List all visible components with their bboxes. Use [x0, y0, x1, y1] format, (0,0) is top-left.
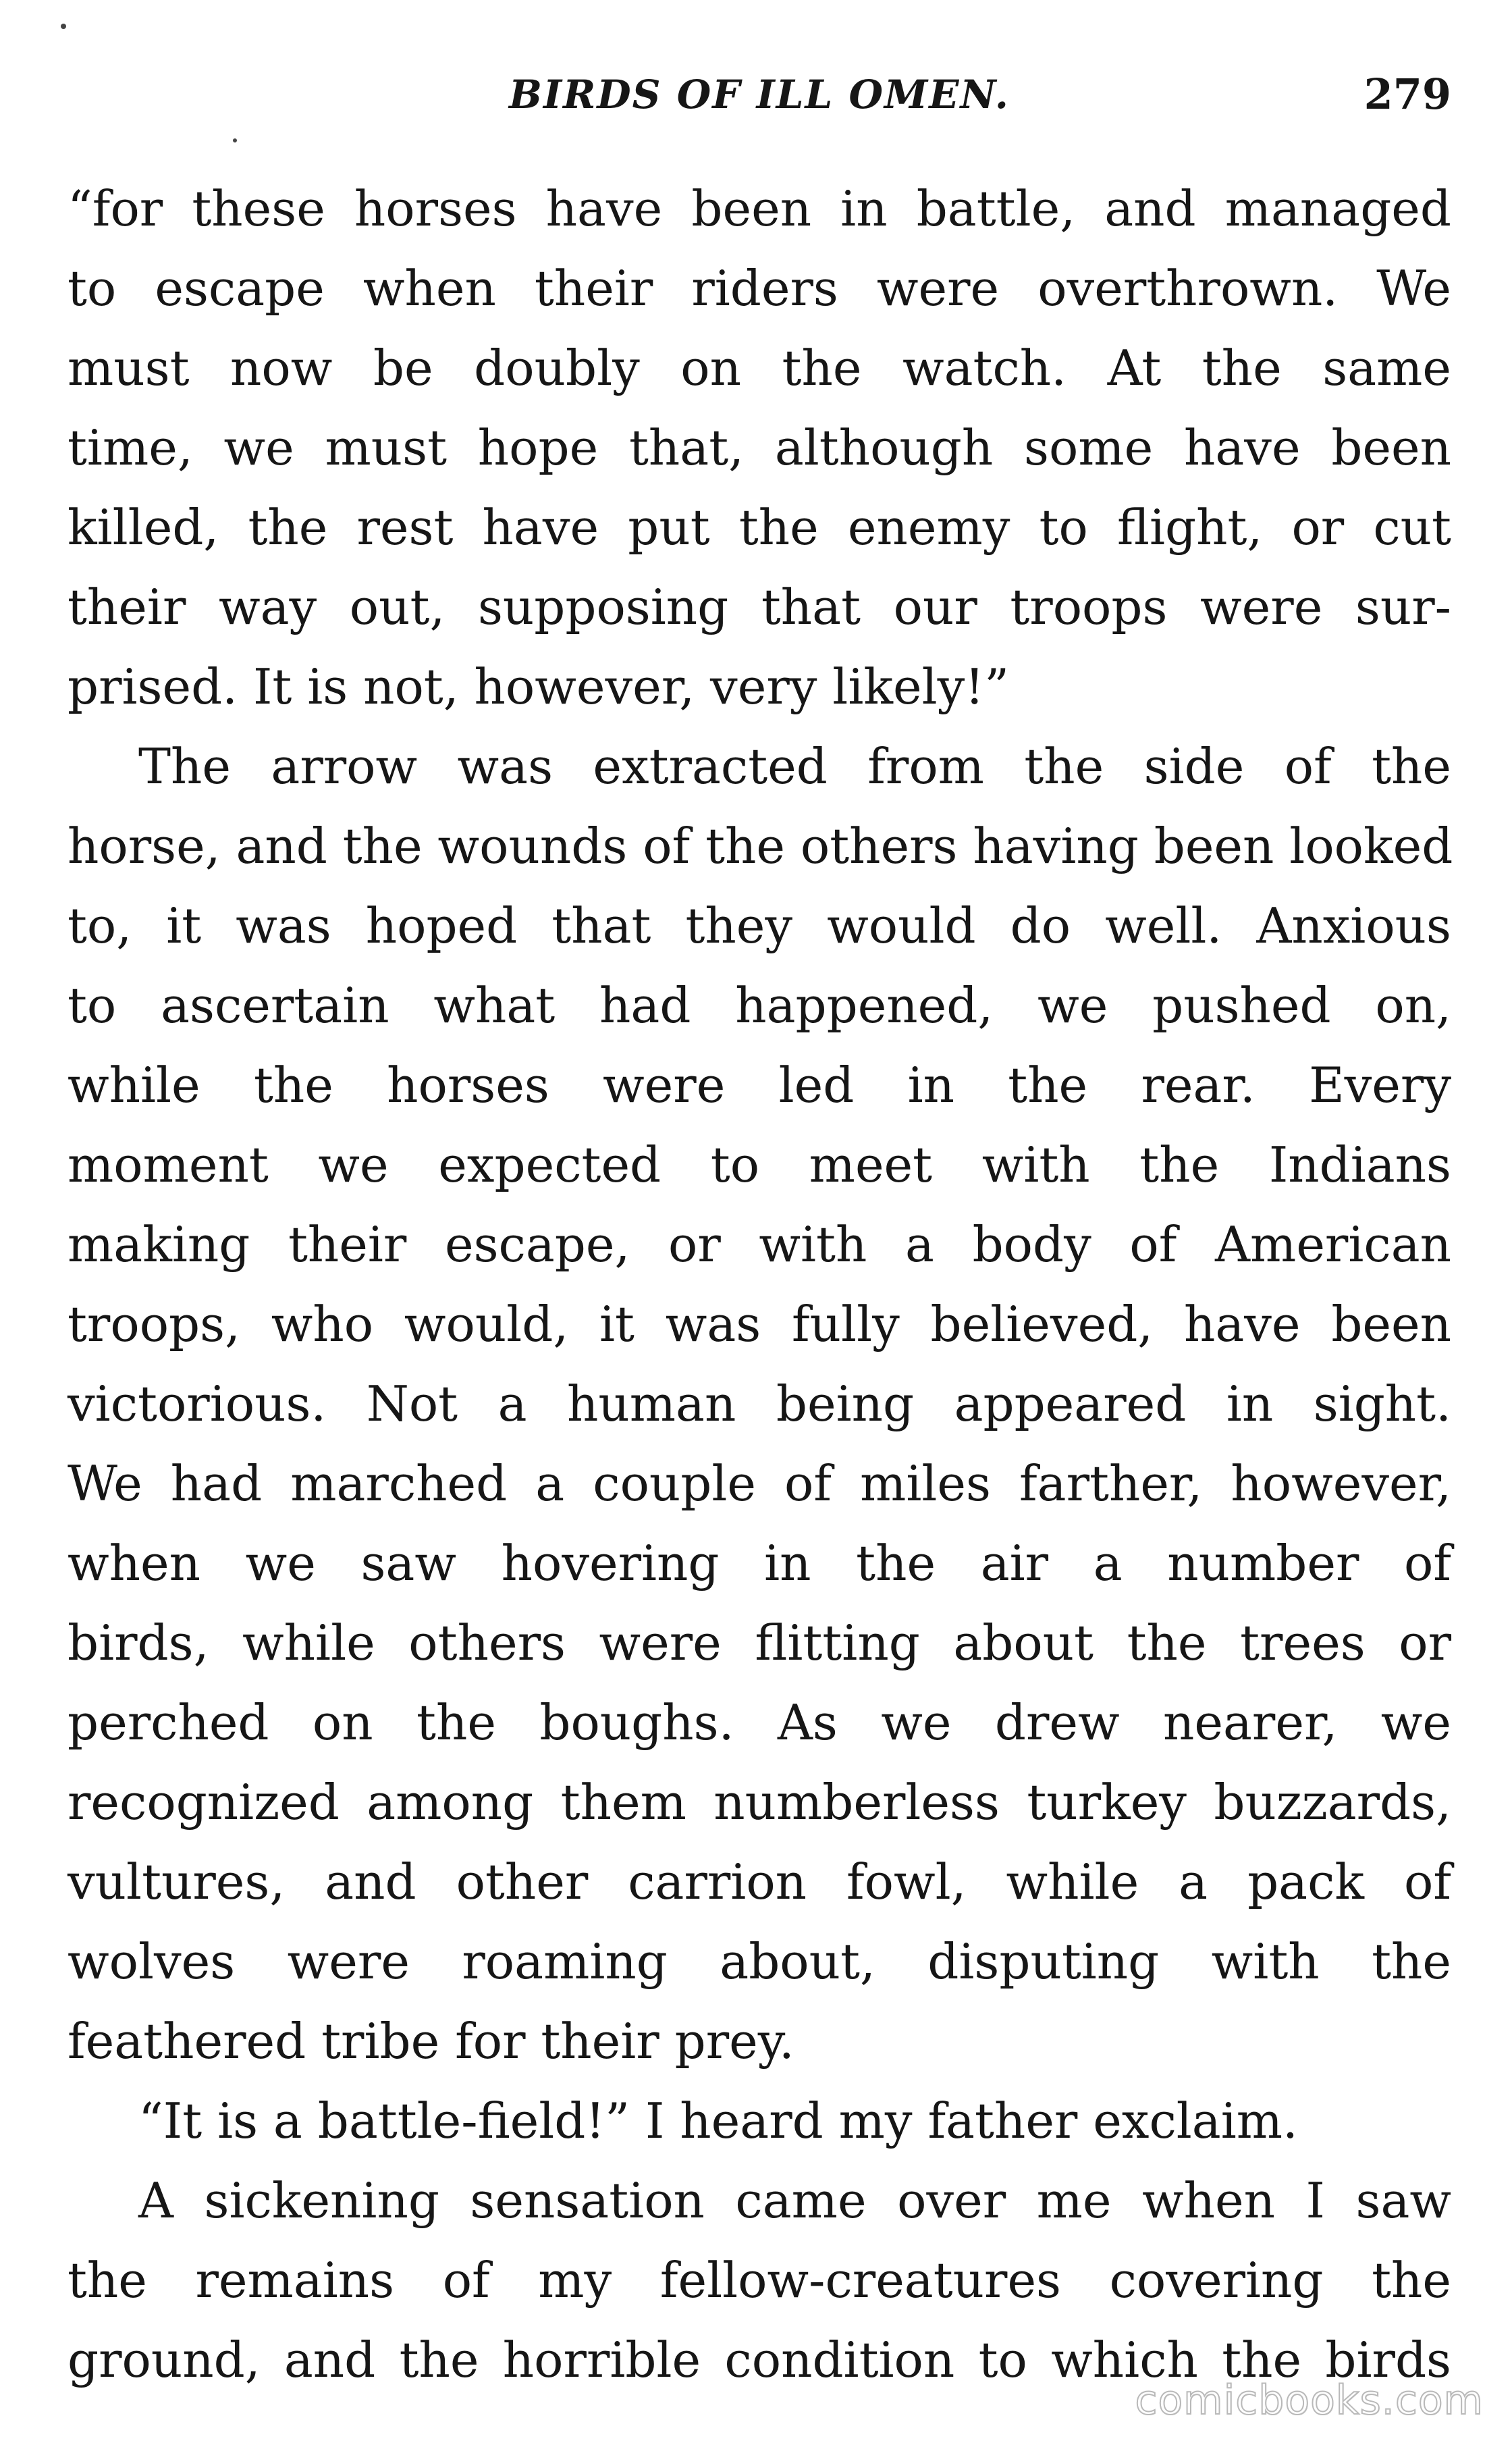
- text-line: moment we expected to meet with the Indians: [68, 1136, 1451, 1193]
- text-line: The arrow was extracted from the side of the: [138, 738, 1451, 795]
- text-line: A sickening sensation came over me when I saw: [138, 2172, 1451, 2229]
- text-line: We had marched a couple of miles farther, however,: [68, 1455, 1451, 1512]
- text-line: the remains of my fellow-creatures covering the: [68, 2252, 1451, 2309]
- text-line: “for these horses have been in battle, and managed: [68, 180, 1451, 237]
- text-line: recognized among them numberless turkey buzzards,: [68, 1774, 1451, 1831]
- page-header: [68, 64, 1451, 125]
- text-line: troops, who would, it was fully believed, have been: [68, 1296, 1451, 1352]
- running-title: BIRDS OF ILL OMEN.: [509, 72, 1010, 117]
- text-line: while the horses were led in the rear. Every: [68, 1057, 1451, 1113]
- text-line: must now be doubly on the watch. At the same: [68, 340, 1451, 396]
- text-line: wolves were roaming about, disputing with the: [68, 1933, 1451, 1990]
- page-number: 279: [1364, 70, 1451, 119]
- text-line: to escape when their riders were overthrown. We: [68, 260, 1451, 317]
- body-text: [68, 169, 1451, 2400]
- ink-speck: [61, 24, 66, 29]
- text-line: horse, and the wounds of the others having been looked: [68, 818, 1453, 874]
- text-line: when we saw hovering in the air a number of: [68, 1535, 1451, 1591]
- text-line: ground, and the horrible condition to which the birds: [68, 2332, 1451, 2388]
- text-line: to, it was hoped that they would do well. Anxious: [68, 897, 1451, 954]
- text-line: “It is a battle-field!” I heard my father exclaim.: [138, 2093, 1298, 2149]
- text-line: vultures, and other carrion fowl, while a pack of: [68, 1853, 1451, 1910]
- text-line: making their escape, or with a body of American: [68, 1216, 1451, 1273]
- text-line: perched on the boughs. As we drew nearer, we: [68, 1694, 1451, 1751]
- watermark: comicbooks.com: [1135, 2377, 1484, 2424]
- text-line: feathered tribe for their prey.: [68, 2013, 794, 2070]
- text-line: killed, the rest have put the enemy to flight, or cut: [68, 499, 1451, 556]
- text-line: victorious. Not a human being appeared in sight.: [68, 1375, 1451, 1432]
- text-line: their way out, supposing that our troops were sur-: [68, 579, 1451, 635]
- text-line: birds, while others were flitting about the trees or: [68, 1614, 1451, 1671]
- text-line: to ascertain what had happened, we pushed on,: [68, 977, 1451, 1034]
- text-line: time, we must hope that, although some have been: [68, 419, 1451, 476]
- text-line: prised. It is not, however, very likely!”: [68, 658, 1010, 715]
- ink-speck: [233, 138, 237, 142]
